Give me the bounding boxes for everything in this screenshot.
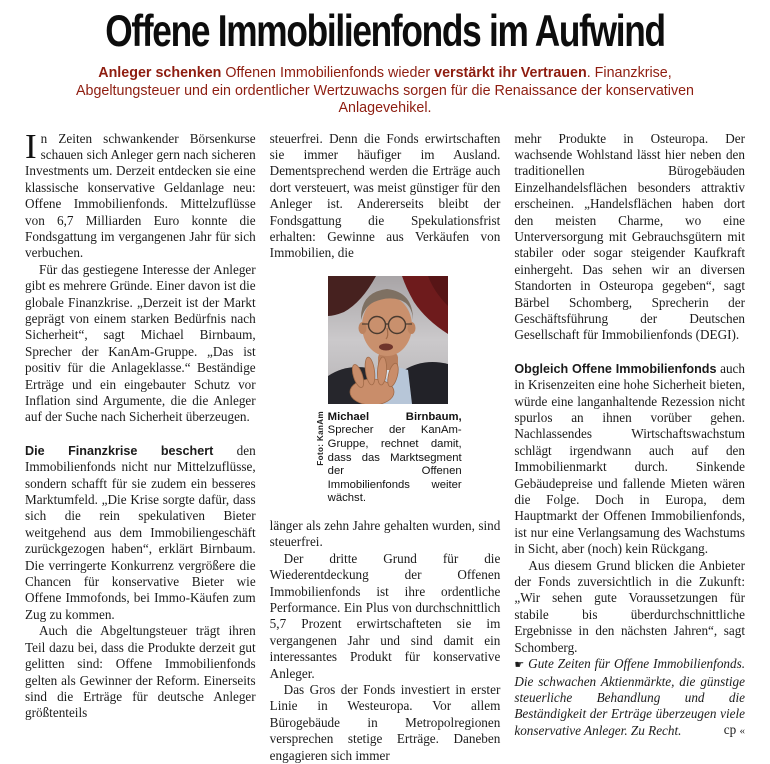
photo-caption [328, 411, 462, 506]
paragraph-osteuropa: mehr Produkte in Osteuropa. Der wachsende Wohlstand lässt hier neben den traditionellen Bürogebäuden Einzelhandelsflächen besonders attraktiv erscheinen. „Handelsflächen haben dort den meisten Charme, wo eine Unterversorgung mit Gebrauchsgütern mit stabiler oder sogar steigender Kaufkraft einhergeht. Das sehen wir an diversen Standorten in Osteuropa gegeben“, sagt Bärbel Schomberg, Sprecherin der Geschäftsführung der Deutschen Gesellschaft für Immobilienfonds (DEGI). [514, 131, 745, 344]
paragraph-intro-text: n Zeiten schwankender Börsenkurse schauen sich Anleger gern nach sicheren Investments um. Derzeit entdecken sie eine klassische konservative Geldanlage neu: Offene Immobilienfonds. Mittelzuflüsse von 6,7 Milliarden Euro konnte die Fondsgattung im vergangenen Jahr für sich verbuchen. [25, 131, 256, 261]
article-body [25, 131, 745, 764]
standfirst-text: Offenen Immobilienfonds wieder [221, 65, 434, 81]
author-initials: cp [724, 722, 736, 737]
paragraph-westeuropa: Das Gros der Fonds investiert in erster Linie in Westeuropa. Vor allem Bürogebäude in Metropolregionen versprechen stetige Erträge. Daneben engagieren sich immer [270, 682, 501, 764]
conclusion-italic-text: Gute Zeiten für Offene Immobilienfonds. Die schwachen Aktienmärkte, die günstige steuerliche Behandlung und die Beständigkeit der Erträge überzeugen viele konservative Anleger. Zu Recht. [514, 656, 745, 738]
paragraph-intro [25, 131, 256, 262]
paragraph-obgleich-text: auch in Krisenzeiten eine hohe Sicherheit bieten, würde eine langanhaltende Rezession nicht spurlos an ihnen vorüber gehen. Nachlassendes Wirtschaftswachstum schlägt irgendwann auch auf den Immobilienmarkt durch. Sinkende Gebäudepreise und fallende Mieten wären die Folge. Doch in Europa, dem Hauptmarkt der Offenen Immobilienfonds, ist nur eine Verlangsamung des Wachstums in Sicht, aber (noch) kein Rückgang. [514, 361, 745, 556]
standfirst-bold-trust: verstärkt ihr Vertrauen [434, 65, 587, 81]
paragraph-finanzkrise [25, 443, 256, 623]
photo-credit: Foto: KanAm [316, 411, 325, 466]
paragraph-haltefrist: länger als zehn Jahre gehalten wurden, sind steuerfrei. [270, 518, 501, 551]
column-1 [25, 131, 256, 764]
paragraph-abgeltungsteuer: Auch die Abgeltungsteuer trägt ihren Teil dazu bei, dass die Produkte derzeit gut gelitten sind: Offene Immobilienfonds gelten als Gewinner der Reform. Einerseits sind die Erträge für deutsche Anleger größtenteils [25, 623, 256, 721]
paragraph-conclusion [514, 656, 745, 739]
drop-cap: I [25, 131, 41, 161]
standfirst-text-rest: . Finanzkrise, Abgeltungsteuer und ein ordentlicher Wertzuwachs sorgen für die Renaissance der konservativen Anlagevehikel. [76, 65, 694, 116]
paragraph-zukunft: Aus diesem Grund blicken die Anbieter der Fonds zuversichtlich in die Zukunft: „Wir sehen gute Voraussetzungen für stabile bis überdurchschnittliche Ergebnisse in den nächsten Jahren“, sagt Schomberg. [514, 558, 745, 656]
standfirst-bold-lead: Anleger schenken [98, 65, 221, 81]
paragraph-finanzkrise-text: den Immobilienfonds nicht nur Mittelzuflüsse, sondern schafft für sie zudem ein besseres Marktumfeld. „Die Krise sorgte dafür, dass sich die rein spekulativen Bieter weitgehend aus dem Immobiliengeschäft zurückgezogen haben“, erklärt Birnbaum. Die verringerte Konkurrenz vergrößere die Chancen für konservative Bieter wie Offene Immofonds, bei Immo-Käufen zum Zug zu kommen. [25, 443, 256, 622]
bold-lead-in: Die Finanzkrise beschert [25, 444, 213, 458]
caption-text: Sprecher der KanAm-Gruppe, rechnet damit, dass das Marktsegment der Offenen Immobilienfonds weiter wächst. [328, 424, 462, 504]
article-standfirst [65, 65, 705, 118]
portrait-photo [328, 276, 448, 404]
end-mark-icon: « [740, 725, 746, 737]
column-2 [270, 131, 501, 764]
paragraph-performance: Der dritte Grund für die Wiederentdeckung der Offenen Immobilienfonds ist ihre ordentliche Performance. Ein Plus von durchschnittlich 5,7 Prozent erwirtschafteten sie im vergangenen Jahr und sind damit ein interessantes Produkt für konservative Anleger. [270, 551, 501, 682]
paragraph-obgleich [514, 361, 745, 558]
photo-figure [328, 276, 462, 506]
paragraph-interest: Für das gestiegene Interesse der Anleger gibt es mehrere Gründe. Einer davon ist die globale Finanzkrise. „Derzeit ist der Markt geprägt von einem starken Bedürfnis nach Sicherheit“, sagt Michael Birnbaum, Sprecher der KanAm-Gruppe. „Das ist positiv für die Anlageklasse.“ Beständige Erträge und ein eingebauter Schutz vor Inflation sind Argumente, die die Anleger auf der Suche nach Sicherheit überzeugen. [25, 262, 256, 426]
caption-name: Michael Birnbaum, [328, 411, 462, 423]
portrait-photo-illustration [328, 276, 448, 404]
paragraph-steuerfrei: steuerfrei. Denn die Fonds erwirtschaften sie immer häufiger im Ausland. Dementsprechend werden die Erträge auch dort versteuert, was meist günstiger für den Anleger ist. Andererseits bleibt der Fondsgattung die Spekulationsfrist erhalten: Gewinne aus Verkäufen von Immobilien, die [270, 131, 501, 262]
bold-lead-in: Obgleich Offene Immobilienfonds [514, 362, 716, 376]
pointing-hand-icon: ☛ [514, 658, 524, 671]
author-line [718, 722, 745, 739]
article-title: Offene Immobilienfonds im Aufwind [75, 6, 694, 57]
column-3 [514, 131, 745, 764]
